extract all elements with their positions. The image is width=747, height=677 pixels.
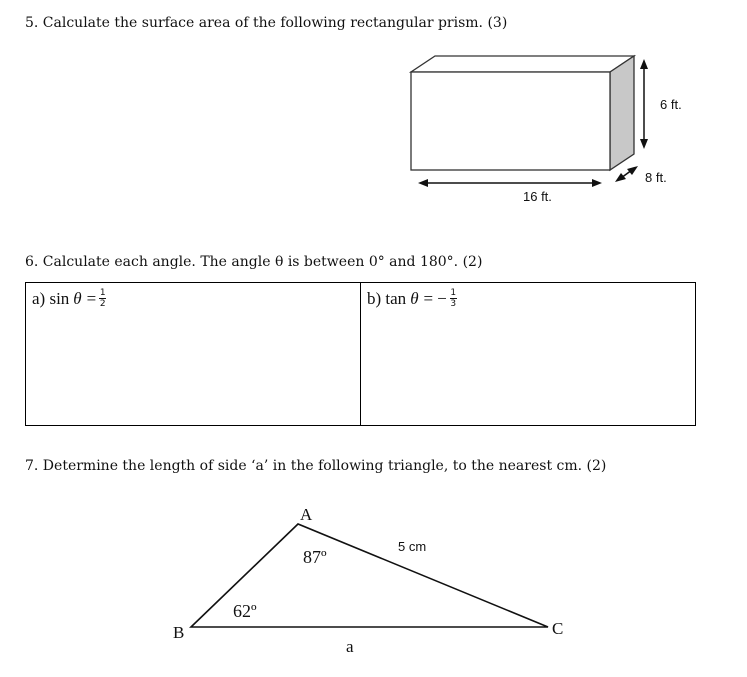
angle-a-label: 87º — [303, 547, 327, 567]
side-bc-label: a — [346, 637, 354, 656]
part-b-sign: − — [437, 288, 447, 308]
part-b-numerator: 1 — [450, 288, 457, 298]
prism-top-face — [411, 56, 634, 72]
part-b-equals: = — [423, 288, 434, 308]
vertex-c-label: C — [552, 619, 564, 638]
prism-side-face — [610, 56, 634, 170]
answer-cell-a — [26, 283, 360, 425]
part-a-theta: θ — [73, 288, 82, 308]
answer-table — [25, 282, 696, 426]
height-arrow-head-bottom — [640, 139, 648, 149]
vertex-b-label: B — [173, 623, 185, 642]
question-7-text: 7. Determine the length of side ‘a’ in the following triangle, to the nearest cm. (2) — [25, 458, 607, 474]
height-label: 6 ft. — [660, 97, 682, 112]
depth-arrow-head-top — [627, 166, 638, 175]
vertex-a-label: A — [300, 505, 313, 524]
part-b-expression — [367, 288, 457, 309]
part-a-denominator: 2 — [99, 299, 106, 309]
part-b-theta: θ — [410, 288, 419, 308]
answer-cell-b — [360, 283, 695, 425]
part-a-equals: = — [86, 288, 97, 308]
length-arrow-head-right — [592, 179, 602, 187]
length-arrow-head-left — [418, 179, 428, 187]
depth-arrow-head-bottom — [615, 173, 626, 182]
angle-b-label: 62º — [233, 601, 257, 621]
depth-label: 8 ft. — [645, 170, 667, 185]
part-b-denominator: 3 — [450, 299, 457, 309]
prism-front-face — [411, 72, 610, 170]
part-b-label: b) tan — [367, 288, 407, 308]
side-ac-label: 5 cm — [398, 539, 427, 554]
part-a-expression — [32, 288, 106, 309]
height-arrow-head-top — [640, 59, 648, 69]
part-a-label: a) sin — [32, 288, 70, 308]
length-label: 16 ft. — [523, 189, 552, 204]
triangle-abc — [191, 524, 548, 627]
part-b-fraction — [450, 288, 457, 309]
question-6-text: 6. Calculate each angle. The angle θ is between 0° and 180°. (2) — [25, 254, 483, 270]
part-a-fraction — [99, 288, 106, 309]
question-5-text: 5. Calculate the surface area of the following rectangular prism. (3) — [25, 15, 508, 31]
part-a-numerator: 1 — [99, 288, 106, 298]
depth-arrow — [621, 170, 632, 178]
